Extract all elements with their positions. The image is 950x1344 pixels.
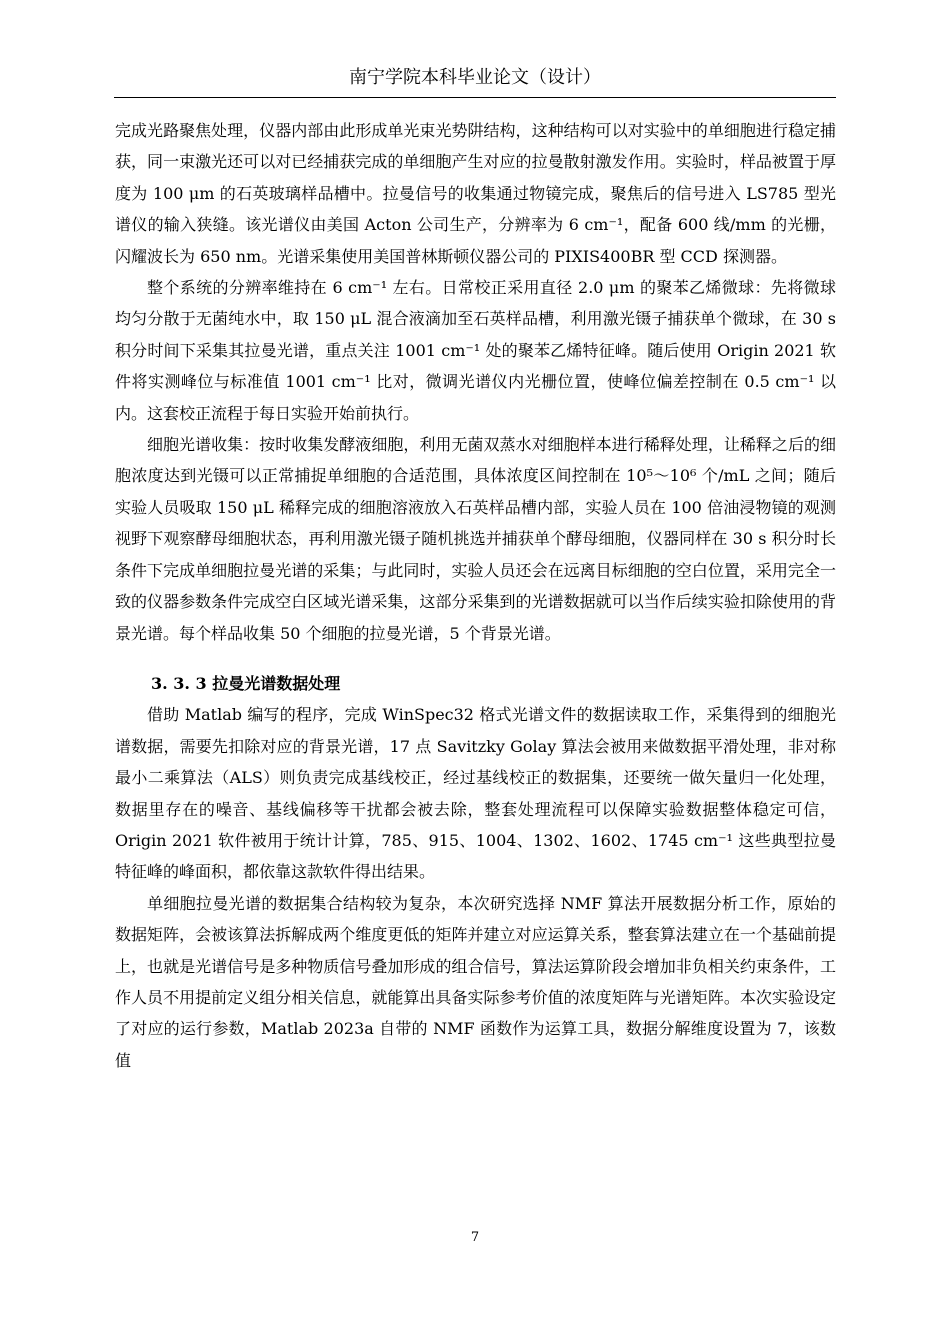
section-heading: 3. 3. 3 拉曼光谱数据处理 [151, 673, 341, 693]
page-header-title: 南宁学院本科毕业论文（设计） [349, 67, 601, 88]
paragraph-data-processing: 借助 Matlab 编写的程序，完成 WinSpec32 格式光谱文件的数据读取工作，采集得到的细胞光谱数据，需要先扣除对应的背景光谱，17 点 Savitzky Golay 算法会被用来做数据平滑处理，非对称最小二乘算法（ALS）则负责完成基线校正，经过基线校正的数据集，还要统一做矢量归一化处理，数据里存在的噪音、基线偏移等干扰都会被去除，整套处理流程可以保障实验数据整体稳定可信，Origin 2021 软件被用于统计计算，785、915、1004、1302、1602、1745 cm⁻¹ 这些典型拉曼特征峰的峰面积，都依靠这款软件得出结果。 [115, 705, 836, 882]
paragraph-continued: 完成光路聚焦处理，仪器内部由此形成单光束光势阱结构，这种结构可以对实验中的单细胞进行稳定捕获，同一束激光还可以对已经捕获完成的单细胞产生对应的拉曼散射激发作用。实验时，样品被置于厚度为 100 μm 的石英玻璃样品槽中。拉曼信号的收集通过物镜完成，聚焦后的信号进入 LS785 型光谱仪的输入狭缝。该光谱仪由美国 Acton 公司生产，分辨率为 6 cm⁻¹，配备 600 线/mm 的光栅，闪耀波长为 650 nm。光谱采集使用美国普林斯顿仪器公司的 PIXIS400BR 型 CCD 探测器。 [115, 121, 836, 266]
body-text [115, 115, 836, 1076]
header-divider [114, 97, 836, 98]
paragraph-cell-spectra-collection: 细胞光谱收集：按时收集发酵液细胞，利用无菌双蒸水对细胞样本进行稀释处理，让稀释之后的细胞浓度达到光镊可以正常捕捉单细胞的合适范围，具体浓度区间控制在 10⁵～10⁶ 个/mL 之间；随后实验人员吸取 150 μL 稀释完成的细胞溶液放入石英样品槽内部，实验人员在 100 倍油浸物镜的观测视野下观察酵母细胞状态，再利用激光镊子随机挑选并捕获单个酵母细胞，仪器同样在 30 s 积分时长条件下完成单细胞拉曼光谱的采集；与此同时，实验人员还会在远离目标细胞的空白位置，采用完全一致的仪器参数条件完成空白区域光谱采集，这部分采集到的光谱数据就可以当作后续实验扣除使用的背景光谱。每个样品收集 50 个细胞的拉曼光谱，5 个背景光谱。 [115, 435, 836, 643]
page-number: 7 [470, 1230, 480, 1245]
paragraph-nmf-analysis: 单细胞拉曼光谱的数据集合结构较为复杂，本次研究选择 NMF 算法开展数据分析工作，原始的数据矩阵，会被该算法拆解成两个维度更低的矩阵并建立对应运算关系，整套算法建立在一个基础前提上，也就是光谱信号是多种物质信号叠加形成的组合信号，算法运算阶段会增加非负相关约束条件，工作人员不用提前定义组分相关信息，就能算出具备实际参考价值的浓度矩阵与光谱矩阵。本次实验设定了对应的运行参数，Matlab 2023a 自带的 NMF 函数作为运算工具，数据分解维度设置为 7，该数值 [115, 893, 836, 1070]
paragraph-calibration: 整个系统的分辨率维持在 6 cm⁻¹ 左右。日常校正采用直径 2.0 μm 的聚苯乙烯微球：先将微球均匀分散于无菌纯水中，取 150 μL 混合液滴加至石英样品槽，利用激光镊子捕获单个微球，在 30 s 积分时间下采集其拉曼光谱，重点关注 1001 cm⁻¹ 处的聚苯乙烯特征峰。随后使用 Origin 2021 软件将实测峰位与标准值 1001 cm⁻¹ 比对，微调光谱仪内光栅位置，使峰位偏差控制在 0.5 cm⁻¹ 以内。这套校正流程于每日实验开始前执行。 [115, 278, 836, 423]
